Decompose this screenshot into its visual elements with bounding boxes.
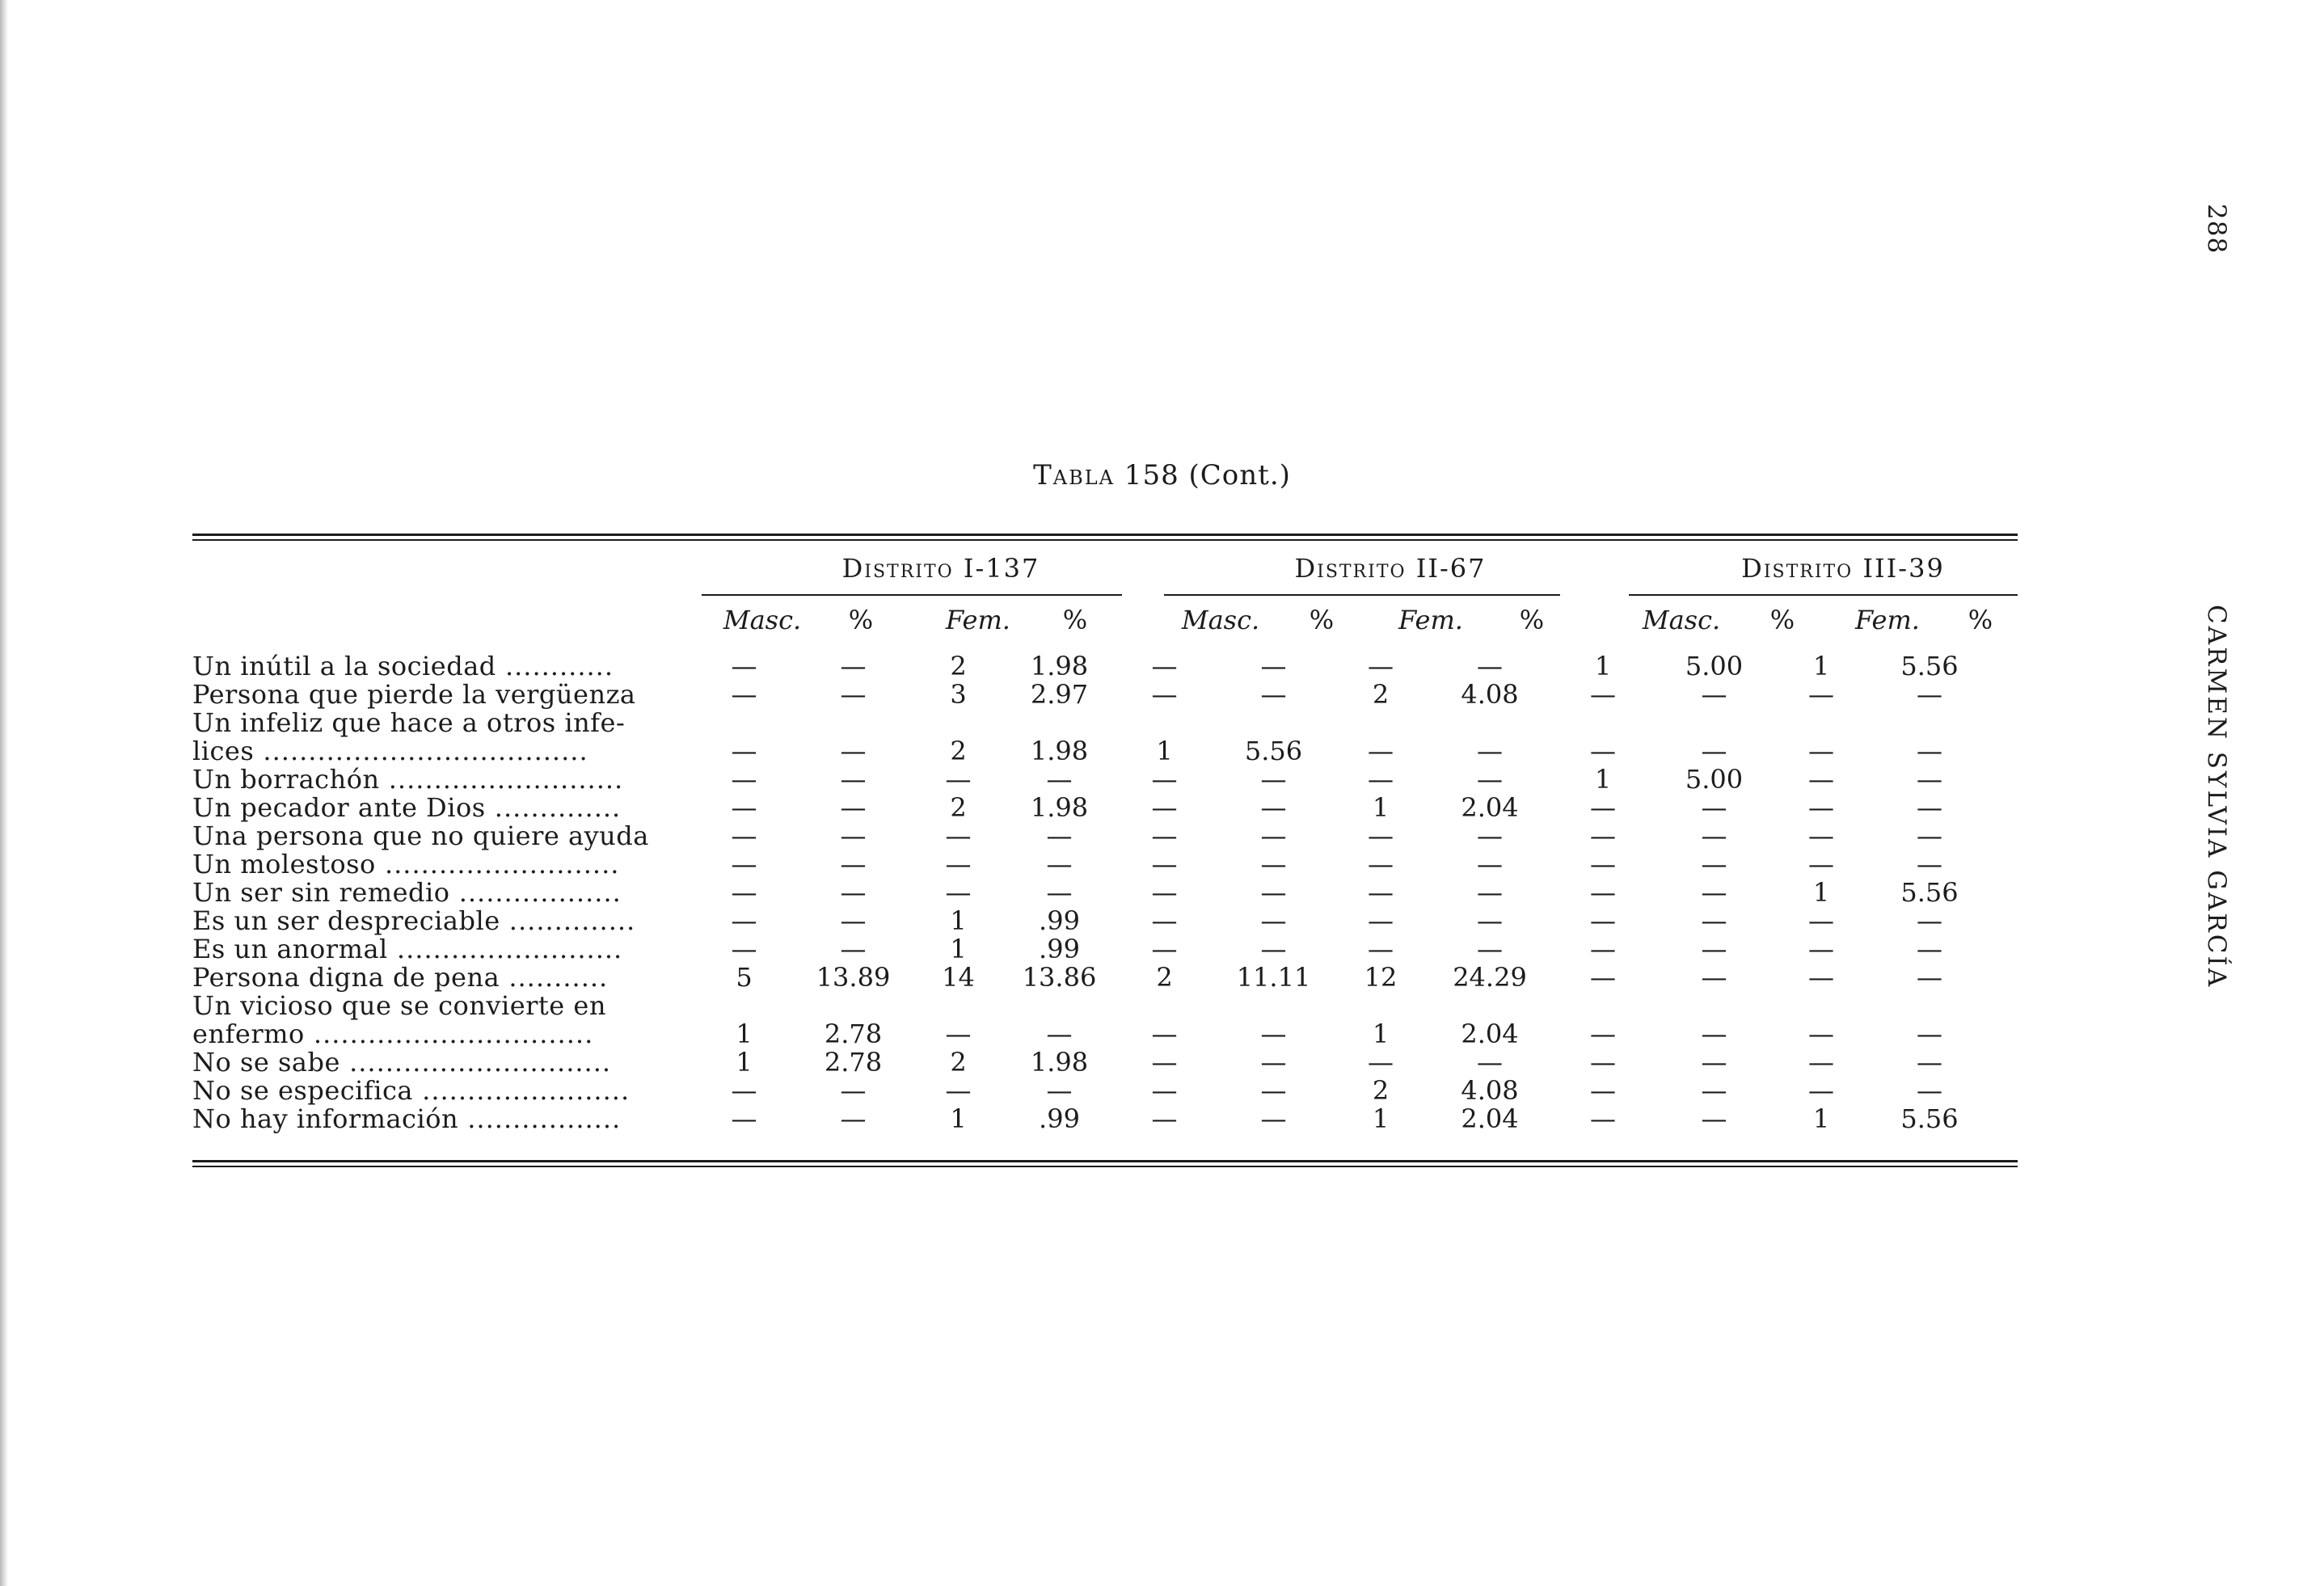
table-cell: 4.08 [1461, 679, 1519, 710]
row-label: Persona digna de pena [192, 964, 500, 992]
table-cell: — [1808, 905, 1834, 936]
table-cell: 2 [950, 792, 967, 823]
col-head-pct-d2-fem: % [1519, 605, 1545, 635]
row-label-cell [192, 1048, 685, 1077]
table-bottom-rule [192, 1160, 2018, 1162]
table-cell: — [1260, 877, 1287, 908]
table-cell: 2 [950, 651, 967, 681]
leader-dots: .............. [500, 907, 636, 935]
table-cell: — [1917, 905, 1942, 936]
row-label: Un pecador ante Dios [192, 794, 486, 822]
col-head-pct-d3-fem: % [1968, 605, 1993, 635]
table-cell: — [731, 792, 757, 823]
leader-dots: ............................. [340, 1048, 612, 1077]
table-cell: — [1046, 820, 1073, 851]
table-cell: — [1701, 877, 1727, 908]
table-cell [1437, 992, 1542, 1020]
table-cell: — [1590, 736, 1616, 766]
row-label-cell [192, 1020, 685, 1048]
table-cell [1223, 709, 1324, 737]
table-cell: — [1046, 764, 1073, 795]
table-cell: — [1151, 679, 1178, 710]
row-label-cell [192, 737, 685, 766]
table-cell [1664, 992, 1765, 1020]
table-cell: 1 [1812, 1103, 1830, 1134]
row-label: Un vicioso que se convierte en [192, 992, 606, 1020]
table-cell: 11.11 [1236, 962, 1311, 993]
leader-dots: ........... [500, 964, 609, 992]
table-cell [1664, 709, 1765, 737]
table-row [192, 822, 1981, 850]
table-cell: 1 [1372, 1103, 1390, 1134]
table-cell: — [1701, 1019, 1727, 1049]
table-cell: — [1046, 877, 1073, 908]
table-cell: 1 [950, 905, 967, 936]
table-cell: — [1260, 1047, 1287, 1078]
page-number: 288 [2202, 204, 2231, 255]
table-cell: — [1590, 1019, 1616, 1049]
table-cell: — [1368, 1047, 1394, 1078]
table-row [192, 1048, 1981, 1077]
row-label: Es un ser despreciable [192, 907, 500, 935]
table-cell: — [1368, 934, 1394, 964]
table-cell: — [1046, 1075, 1073, 1106]
district-rule-1 [702, 594, 1122, 596]
col-head-pct-d1-masc: % [848, 605, 874, 635]
table-cell: — [945, 1019, 972, 1049]
table-cell: — [1808, 849, 1834, 879]
row-label: lices [192, 737, 255, 766]
table-cell: — [1590, 849, 1616, 879]
page-edge-shadow [0, 0, 8, 1586]
table-cell: .99 [1039, 1103, 1080, 1134]
table-row [192, 964, 1981, 992]
district-header-2: Distrito II-67 [1294, 553, 1487, 584]
table-cell: — [1701, 792, 1727, 823]
row-label-cell [192, 652, 685, 681]
table-cell [1223, 992, 1324, 1020]
table-cell: 3 [950, 679, 967, 710]
table-cell [685, 992, 803, 1020]
table-cell: — [945, 877, 972, 908]
table-cell: 1 [950, 934, 967, 964]
table-cell: — [945, 764, 972, 795]
table-cell: 1.98 [1030, 1047, 1089, 1078]
table-cell: — [1701, 820, 1727, 851]
table-cell: 2 [1372, 1075, 1390, 1106]
table-cell: — [1917, 736, 1942, 766]
table-cell: 2 [1372, 679, 1390, 710]
table-cell: — [1368, 877, 1394, 908]
table-cell: — [1590, 962, 1616, 993]
table-cell: 1 [1594, 651, 1612, 681]
row-label: Un inútil a la sociedad [192, 652, 496, 681]
table-cell: — [1917, 792, 1942, 823]
table-cell: 5.56 [1900, 651, 1959, 681]
table-cell: 1.98 [1030, 736, 1089, 766]
table-cell: — [1477, 877, 1503, 908]
table-cell: — [1917, 820, 1942, 851]
table-cell: — [1046, 1019, 1073, 1049]
table-cell: 5.56 [1900, 1103, 1959, 1134]
table-cell: — [1477, 934, 1503, 964]
table-cell: 1 [1372, 1019, 1390, 1049]
table-cell: — [1808, 679, 1834, 710]
table-cell: — [1701, 962, 1727, 993]
table-cell [1324, 992, 1437, 1020]
leader-dots: ....................... [412, 1077, 631, 1105]
table-cell: — [1808, 962, 1834, 993]
table-cell [803, 709, 904, 737]
table-cell: — [1808, 1075, 1834, 1106]
table-cell: 2.04 [1461, 1019, 1519, 1049]
row-label: Es un anormal [192, 935, 388, 964]
row-label-cell [192, 850, 685, 879]
table-cell [1106, 992, 1223, 1020]
row-label-cell [192, 794, 685, 822]
table-cell: — [1477, 905, 1503, 936]
table-cell [904, 992, 1013, 1020]
table-cell: — [1917, 1075, 1942, 1106]
table-cell: 2.97 [1030, 679, 1089, 710]
table-cell [1013, 992, 1106, 1020]
table-cell: — [1808, 792, 1834, 823]
table-cell: 1 [1594, 764, 1612, 795]
table-cell: — [1701, 679, 1727, 710]
row-label: Un molestoso [192, 850, 376, 879]
table-cell: — [731, 820, 757, 851]
table-cell: — [1151, 651, 1178, 681]
table-cell [1106, 709, 1223, 737]
table-cell: — [1260, 849, 1287, 879]
table-cell: 4.08 [1461, 1075, 1519, 1106]
table-cell: — [1701, 905, 1727, 936]
table-cell: — [1151, 1103, 1178, 1134]
row-label: enfermo [192, 1020, 305, 1048]
table-cell: — [1590, 792, 1616, 823]
col-head-pct-d1-fem: % [1062, 605, 1088, 635]
table-cell: 24.29 [1453, 962, 1527, 993]
table-cell: 1 [736, 1019, 753, 1049]
table-cell: — [731, 905, 757, 936]
table-row [192, 709, 1981, 737]
row-label: Un borrachón [192, 766, 380, 794]
row-label: No se sabe [192, 1048, 340, 1077]
table-cell: — [1151, 764, 1178, 795]
table-cell: — [1701, 934, 1727, 964]
table-cell: — [1917, 1047, 1942, 1078]
table-cell: — [1260, 934, 1287, 964]
table-cell: — [1477, 820, 1503, 851]
table-cell: — [1368, 820, 1394, 851]
table-cell: 1 [1372, 792, 1390, 823]
table-cell: — [1701, 1047, 1727, 1078]
table-title-rest: 158 (Cont.) [1115, 459, 1291, 491]
table-cell: — [840, 679, 867, 710]
table-cell [1765, 709, 1878, 737]
col-head-pct-d3-masc: % [1769, 605, 1795, 635]
table-cell: — [840, 877, 867, 908]
table-cell [1878, 992, 1981, 1020]
table-cell: — [1151, 877, 1178, 908]
table-cell: — [1917, 849, 1942, 879]
table-cell: — [1151, 905, 1178, 936]
table-cell: — [840, 1075, 867, 1106]
row-label-cell [192, 681, 685, 709]
table-cell: — [1590, 877, 1616, 908]
table-cell: — [1151, 934, 1178, 964]
row-label-cell [192, 964, 685, 992]
table-row [192, 907, 1981, 935]
table-cell: — [840, 651, 867, 681]
leader-dots: ............ [496, 652, 614, 681]
table-cell [685, 709, 803, 737]
table-cell [1324, 709, 1437, 737]
table-top-rule-inner [192, 539, 2018, 541]
table-cell: — [1590, 820, 1616, 851]
table-cell: — [1701, 736, 1727, 766]
col-head-pct-d2-masc: % [1309, 605, 1335, 635]
table-cell: — [1151, 792, 1178, 823]
table-row [192, 766, 1981, 794]
row-label-cell [192, 992, 685, 1020]
table-cell: — [1477, 651, 1503, 681]
district-header-1: Distrito I-137 [841, 553, 1040, 584]
table-cell: — [1808, 934, 1834, 964]
table-cell: 14 [942, 962, 975, 993]
row-label: Persona que pierde la vergüenza [192, 681, 636, 709]
table-body [192, 652, 1981, 1133]
table-cell: — [731, 679, 757, 710]
table-cell: — [731, 736, 757, 766]
table-cell: — [1368, 849, 1394, 879]
row-label: No se especifica [192, 1077, 413, 1105]
table-cell: — [840, 820, 867, 851]
table-cell: — [1917, 764, 1942, 795]
table-cell: 1 [1156, 736, 1173, 766]
table-cell: — [1046, 849, 1073, 879]
table-cell: 2 [1156, 962, 1173, 993]
table-row [192, 1105, 1981, 1133]
table-cell: 2.04 [1461, 792, 1519, 823]
table-cell: — [1808, 820, 1834, 851]
table-cell: — [1260, 1019, 1287, 1049]
table-cell: — [1151, 820, 1178, 851]
row-label: Un infeliz que hace a otros infe- [192, 709, 626, 737]
table-cell: — [1260, 651, 1287, 681]
table-cell: 5.56 [1900, 877, 1959, 908]
district-rule-3 [1629, 594, 2018, 596]
table-cell: — [731, 849, 757, 879]
col-head-masc-d3: Masc. [1642, 605, 1721, 635]
table-cell: — [731, 877, 757, 908]
data-table [192, 652, 1981, 1133]
table-cell: .99 [1039, 905, 1080, 936]
table-cell: — [1590, 1075, 1616, 1106]
table-cell: 1 [1812, 877, 1830, 908]
table-cell: — [1701, 849, 1727, 879]
district-header-3: Distrito III-39 [1741, 553, 1945, 584]
table-cell: — [1151, 1019, 1178, 1049]
table-cell: 13.86 [1022, 962, 1097, 993]
table-cell [904, 709, 1013, 737]
table-cell: — [1260, 1075, 1287, 1106]
table-cell [1542, 992, 1664, 1020]
table-cell: 2 [950, 1047, 967, 1078]
district-rule-2 [1164, 594, 1560, 596]
table-cell: — [1151, 1047, 1178, 1078]
col-head-fem-d2: Fem. [1398, 605, 1463, 635]
table-cell: — [1368, 764, 1394, 795]
table-cell: — [1260, 905, 1287, 936]
table-row [192, 681, 1981, 709]
table-row [192, 737, 1981, 766]
table-cell: — [1808, 1019, 1834, 1049]
row-label-cell [192, 766, 685, 794]
leader-dots: .......................... [379, 766, 624, 794]
table-row [192, 652, 1981, 681]
table-cell: — [1590, 934, 1616, 964]
table-cell: 1.98 [1030, 651, 1089, 681]
table-cell [1013, 709, 1106, 737]
row-label: Un ser sin remedio [192, 879, 450, 907]
table-cell: — [1590, 1047, 1616, 1078]
row-label: Una persona que no quiere ayuda [192, 822, 649, 850]
table-cell: 1 [736, 1047, 753, 1078]
row-label-cell [192, 1105, 685, 1133]
table-cell: — [1368, 736, 1394, 766]
table-cell [1542, 709, 1664, 737]
table-cell: 5.00 [1685, 651, 1744, 681]
table-cell: — [1260, 820, 1287, 851]
table-cell [1765, 992, 1878, 1020]
table-cell: — [1368, 905, 1394, 936]
table-cell: — [1917, 962, 1942, 993]
table-title [0, 459, 2324, 491]
col-head-fem-d1: Fem. [946, 605, 1010, 635]
table-cell: 2.78 [824, 1019, 883, 1049]
table-cell: — [1477, 764, 1503, 795]
table-cell: — [1477, 1047, 1503, 1078]
table-cell: — [731, 764, 757, 795]
row-label-cell [192, 935, 685, 964]
table-cell: — [945, 1075, 972, 1106]
table-bottom-rule-inner [192, 1166, 2018, 1167]
table-cell: — [731, 934, 757, 964]
leader-dots: ......................... [387, 935, 623, 964]
table-cell: — [1590, 905, 1616, 936]
row-label-cell [192, 822, 685, 850]
table-cell: — [1477, 849, 1503, 879]
table-cell: 5.00 [1685, 764, 1744, 795]
table-cell: — [945, 849, 972, 879]
table-row [192, 879, 1981, 907]
table-cell: — [1590, 679, 1616, 710]
table-cell: 5.56 [1244, 736, 1303, 766]
table-cell: — [1917, 1019, 1942, 1049]
table-cell: 2 [950, 736, 967, 766]
table-row [192, 1020, 1981, 1048]
table-cell: 1 [950, 1103, 967, 1134]
table-cell: — [945, 820, 972, 851]
running-head: CARMEN SYLVIA GARCÍA [2202, 605, 2231, 989]
table-cell: — [840, 934, 867, 964]
leader-dots: .......................... [375, 850, 620, 879]
table-cell: — [1917, 679, 1942, 710]
table-cell: — [840, 764, 867, 795]
row-label: No hay información [192, 1105, 459, 1133]
table-cell: — [1477, 736, 1503, 766]
table-cell: — [1151, 849, 1178, 879]
leader-dots: .................................... [254, 737, 588, 766]
table-cell: — [840, 905, 867, 936]
leader-dots: .................. [449, 879, 622, 907]
table-cell: — [1260, 792, 1287, 823]
leader-dots: .............. [485, 794, 622, 822]
row-label-cell [192, 1077, 685, 1105]
table-cell: .99 [1039, 934, 1080, 964]
table-cell: — [1151, 1075, 1178, 1106]
table-cell: — [731, 1103, 757, 1134]
table-top-rule [192, 534, 2018, 536]
table-cell: 1 [1812, 651, 1830, 681]
table-cell [1878, 709, 1981, 737]
table-cell: — [1808, 764, 1834, 795]
table-row [192, 935, 1981, 964]
col-head-masc-d1: Masc. [723, 605, 802, 635]
table-cell: — [1590, 1103, 1616, 1134]
table-cell: — [840, 736, 867, 766]
col-head-fem-d3: Fem. [1855, 605, 1920, 635]
table-cell: — [731, 1075, 757, 1106]
table-cell [803, 992, 904, 1020]
leader-dots: ................. [458, 1105, 622, 1133]
table-cell: 1.98 [1030, 792, 1089, 823]
table-cell: — [1701, 1075, 1727, 1106]
row-label-cell [192, 907, 685, 935]
table-row [192, 1077, 1981, 1105]
col-head-masc-d2: Masc. [1181, 605, 1260, 635]
table-cell: — [731, 651, 757, 681]
table-cell: 5 [736, 962, 753, 993]
table-cell: — [840, 792, 867, 823]
table-cell: — [1917, 934, 1942, 964]
table-cell: — [1260, 764, 1287, 795]
leader-dots: ............................... [304, 1020, 594, 1048]
table-cell: 2.04 [1461, 1103, 1519, 1134]
table-cell: — [1368, 651, 1394, 681]
row-label-cell [192, 879, 685, 907]
table-cell: 13.89 [816, 962, 891, 993]
table-cell: — [1260, 1103, 1287, 1134]
table-title-prefix: Tabla [1033, 459, 1115, 491]
table-cell: — [1260, 679, 1287, 710]
table-cell: 2.78 [824, 1047, 883, 1078]
table-cell: — [1808, 736, 1834, 766]
table-row [192, 850, 1981, 879]
row-label-cell [192, 709, 685, 737]
table-cell [1437, 709, 1542, 737]
table-row [192, 794, 1981, 822]
table-cell: — [1701, 1103, 1727, 1134]
table-cell: 12 [1364, 962, 1398, 993]
table-cell: — [1808, 1047, 1834, 1078]
table-cell: — [840, 849, 867, 879]
table-row [192, 992, 1981, 1020]
table-cell: — [840, 1103, 867, 1134]
